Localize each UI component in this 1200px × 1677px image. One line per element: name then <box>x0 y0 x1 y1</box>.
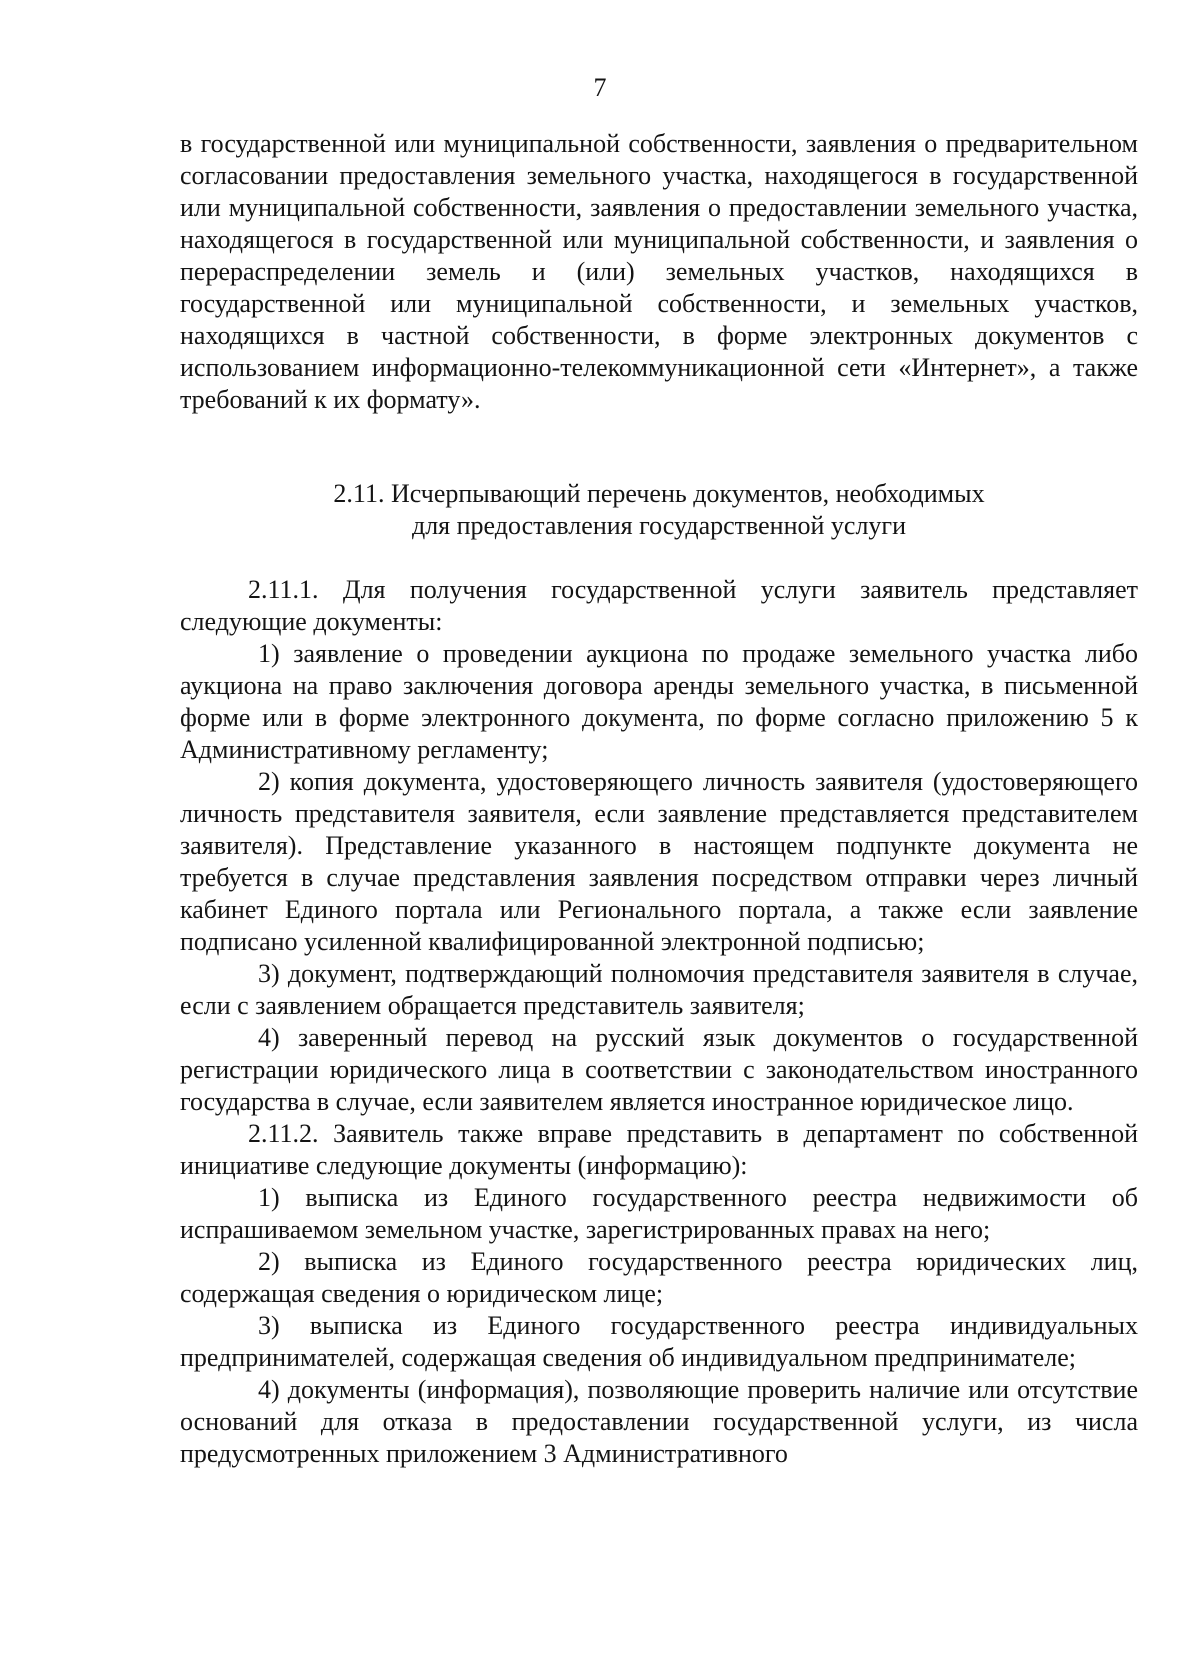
list-item-2-4: 4) документы (информация), позволяющие проверить наличие или отсутствие оснований для отказа в предоставлении государственной услуги, из числа предусмотренных приложением 3 Административного <box>180 1375 1138 1468</box>
list-item-3: 3) документ, подтверждающий полномочия представителя заявителя в случае, если с заявлением обращается представитель заявителя; <box>180 959 1138 1020</box>
intro-paragraph: в государственной или муниципальной собственности, заявления о предварительном согласовании предоставления земельного участка, находящегося в государственной или муниципальной собственности, заявления о предоставлении земельного участка, находящегося в государственной или муниципальной собственности, и заявления о перераспределении земель и (или) земельных участков, находящихся в государственной или муниципальной собственности, и земельных участков, находящихся в частной собственности, в форме электронных документов с использованием информационно-телекоммуникационной сети «Интернет», а также требований к их формату». <box>180 129 1138 414</box>
list-item-2-2: 2) выписка из Единого государственного реестра юридических лиц, содержащая сведения о юридическом лице; <box>180 1247 1138 1308</box>
paragraph-2-11-1: 2.11.1. Для получения государственной услуги заявитель представляет следующие документы: <box>180 575 1138 636</box>
main-text-block <box>180 574 1138 1470</box>
list-item-2: 2) копия документа, удостоверяющего личность заявителя (удостоверяющего личность представителя заявителя, если заявление представляется представителем заявителя). Представление указанного в настоящем подпункте документа не требуется в случае представления заявления посредством отправки через личный кабинет Единого портала или Регионального портала, а также если заявление подписано усиленной квалифицированной электронной подписью; <box>180 767 1138 956</box>
paragraph-2-11-2: 2.11.2. Заявитель также вправе представить в департамент по собственной инициативе следующие документы (информацию): <box>180 1119 1138 1180</box>
section-heading-line-1: 2.11. Исчерпывающий перечень документов, необходимых <box>333 479 985 508</box>
intro-block <box>180 128 1138 416</box>
section-heading <box>180 478 1138 542</box>
list-item-2-3: 3) выписка из Единого государственного реестра индивидуальных предпринимателей, содержащая сведения об индивидуальном предпринимателе; <box>180 1311 1138 1372</box>
list-item-4: 4) заверенный перевод на русский язык документов о государственной регистрации юридического лица в соответствии с законодательством иностранного государства в случае, если заявителем является иностранное юридическое лицо. <box>180 1023 1138 1116</box>
page-number: 7 <box>593 73 607 102</box>
list-item-2-1: 1) выписка из Единого государственного реестра недвижимости об испрашиваемом земельном участке, зарегистрированных правах на него; <box>180 1183 1138 1244</box>
section-heading-line-2: для предоставления государственной услуги <box>411 511 907 540</box>
list-item-1: 1) заявление о проведении аукциона по продаже земельного участка либо аукциона на право заключения договора аренды земельного участка, в письменной форме или в форме электронного документа, по форме согласно приложению 5 к Административному регламенту; <box>180 639 1138 764</box>
